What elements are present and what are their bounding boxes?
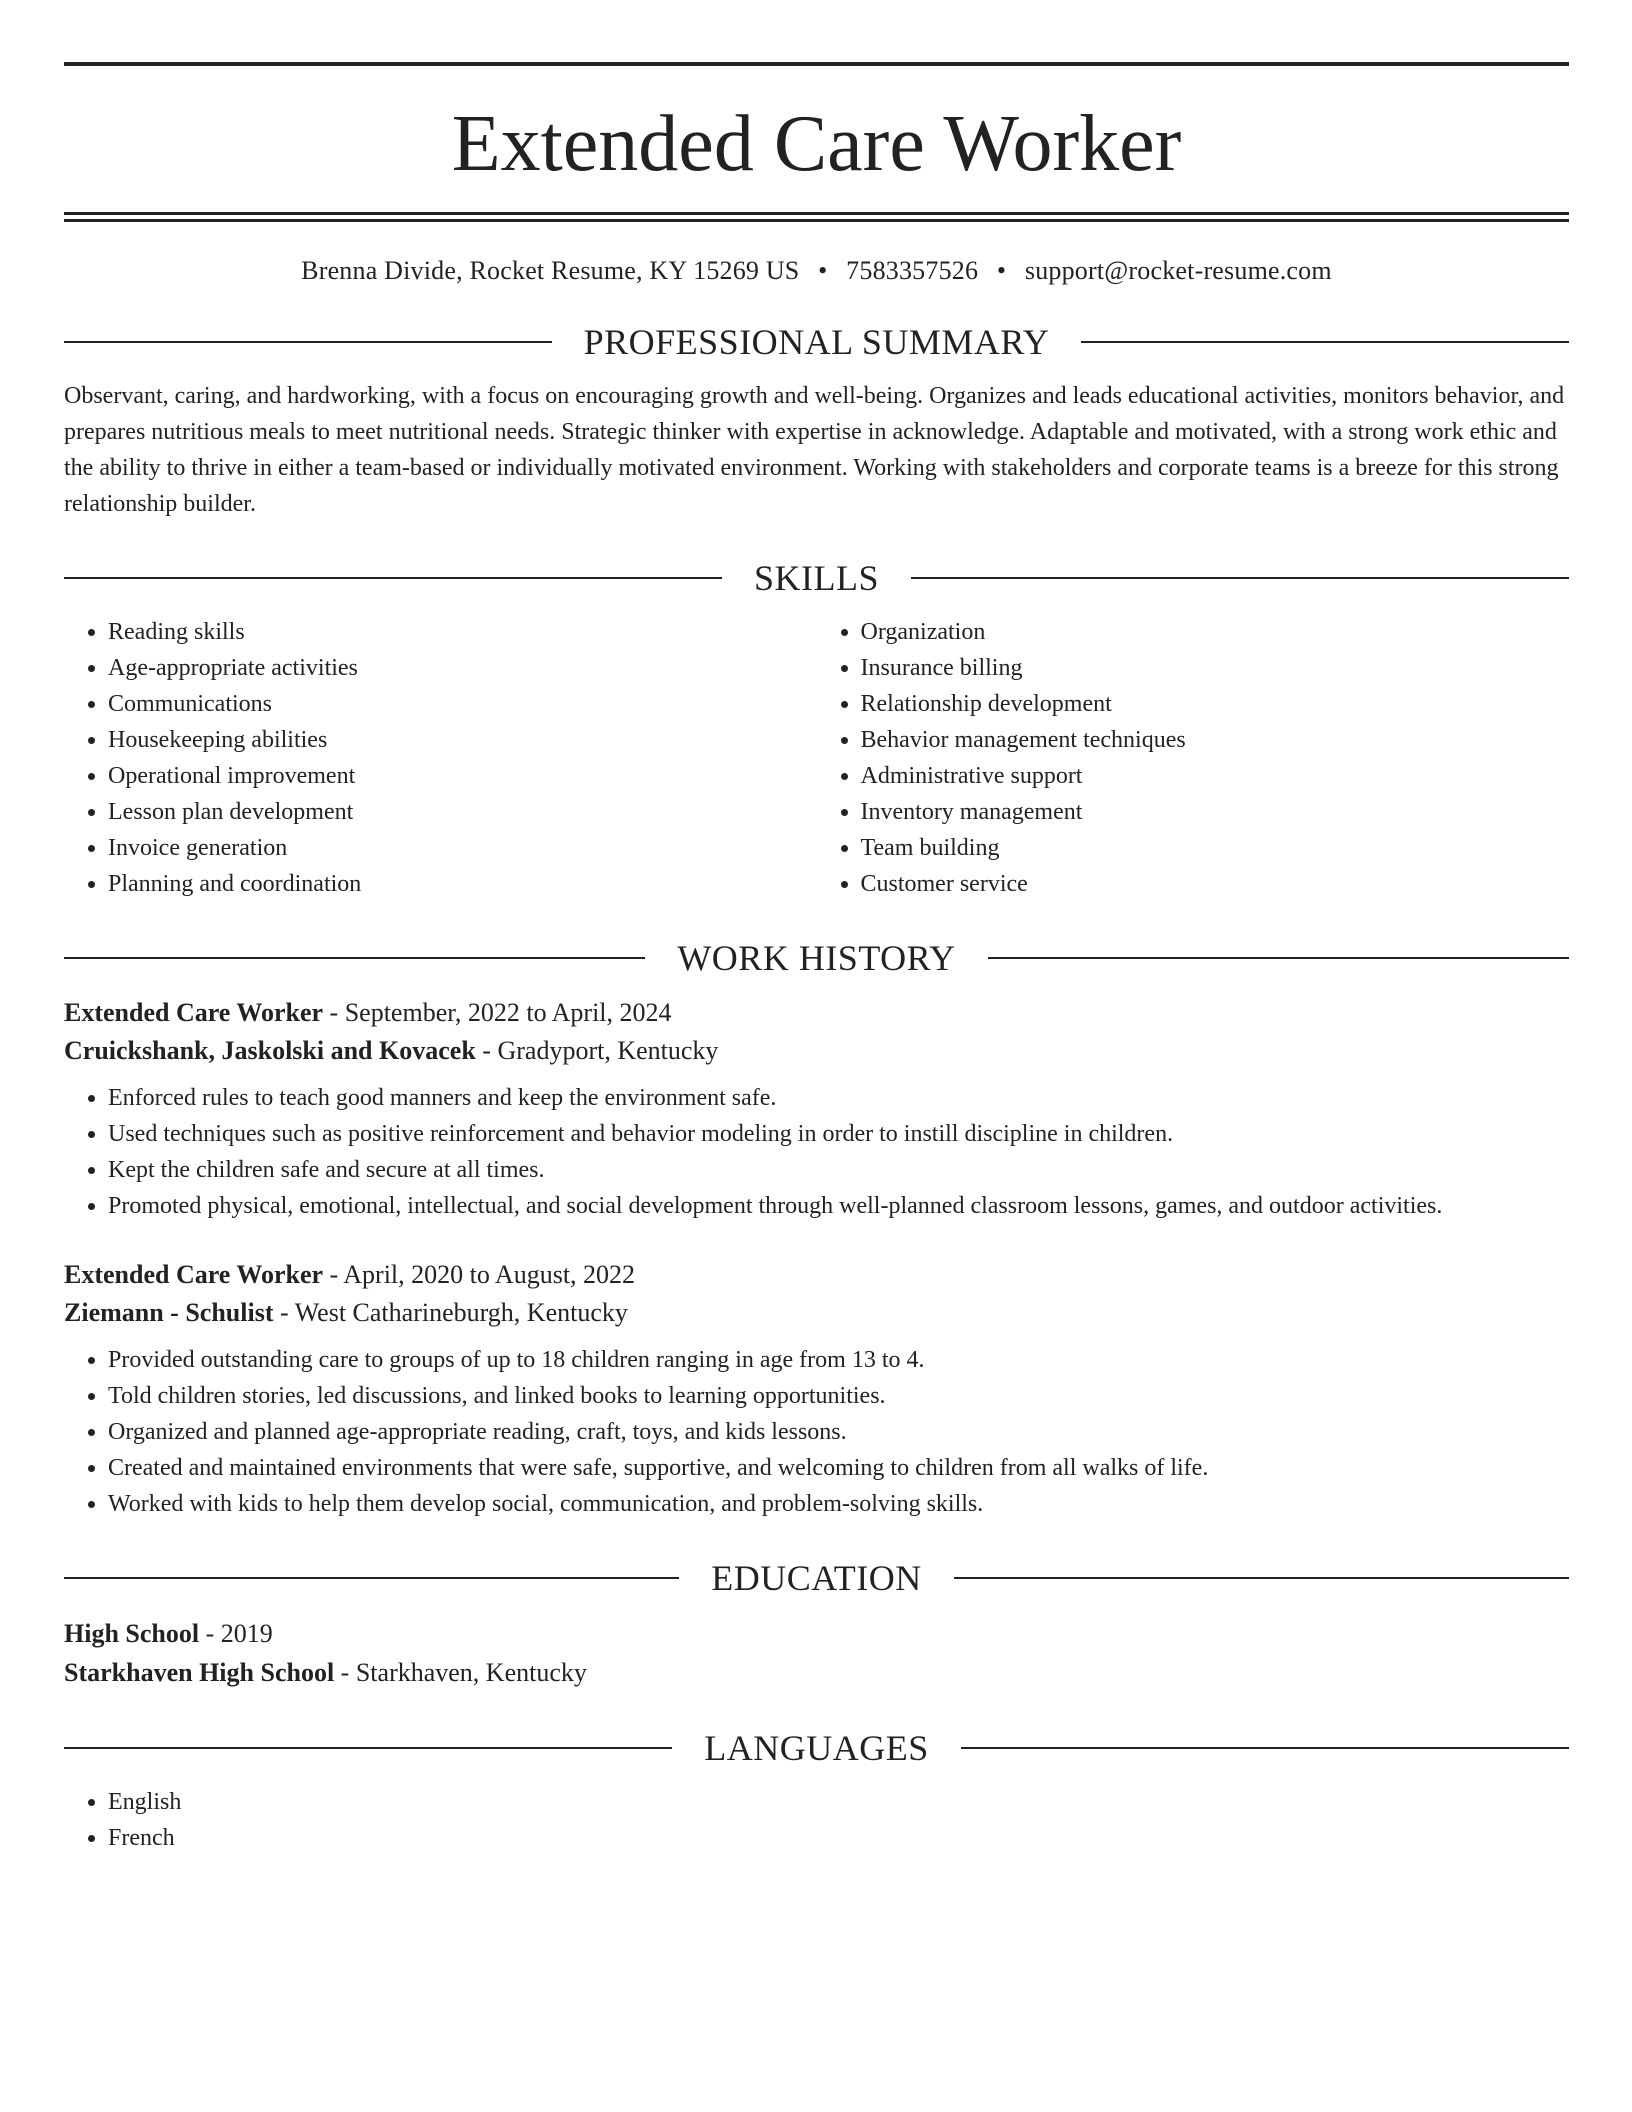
candidate-name: Extended Care Worker	[451, 100, 1182, 188]
skill-item: • Organization	[861, 614, 1570, 650]
skill-item: • Customer service	[861, 866, 1570, 902]
education-degree: High School	[64, 1619, 200, 1648]
education-heading: EDUCATION	[711, 1558, 922, 1598]
skills-list-right	[817, 614, 1570, 902]
job-dates: September, 2022 to April, 2024	[344, 998, 672, 1027]
job-bullet: • Kept the children safe and secure at all times.	[108, 1152, 1569, 1188]
heading-rule-right	[988, 957, 1569, 959]
education-section-heading	[64, 1560, 1569, 1596]
job-bullet: • Used techniques such as positive reinforcement and behavior modeling in order to instill discipline in children.	[108, 1116, 1569, 1152]
summary-heading: PROFESSIONAL SUMMARY	[583, 322, 1050, 362]
skill-item: • Age-appropriate activities	[108, 650, 817, 686]
heading-rule-right	[1081, 341, 1569, 343]
skill-item: • Team building	[861, 830, 1570, 866]
language-item: • French	[108, 1820, 1569, 1856]
job-bullets	[64, 1080, 1569, 1224]
skills-heading: SKILLS	[754, 558, 880, 598]
work-heading: WORK HISTORY	[677, 938, 956, 978]
job-bullet: • Enforced rules to teach good manners and keep the environment safe.	[108, 1080, 1569, 1116]
job-title-line: Extended Care Worker - September, 2022 to April, 2024	[64, 998, 672, 1027]
skill-item: • Behavior management techniques	[861, 722, 1570, 758]
skill-item: • Planning and coordination	[108, 866, 817, 902]
job-bullet: • Worked with kids to help them develop social, communication, and problem-solving skills.	[108, 1486, 1569, 1522]
job-title-line: Extended Care Worker - April, 2020 to August, 2022	[64, 1260, 636, 1289]
languages-list	[64, 1784, 1569, 1856]
language-item: • English	[108, 1784, 1569, 1820]
skill-item: • Operational improvement	[108, 758, 817, 794]
work-section-heading	[64, 940, 1569, 976]
summary-section-heading	[64, 324, 1569, 360]
skill-item: • Invoice generation	[108, 830, 817, 866]
contact-phone: 7583357526	[846, 256, 979, 285]
header-double-rule	[64, 212, 1569, 222]
skill-item: • Communications	[108, 686, 817, 722]
job-company-line: Cruickshank, Jaskolski and Kovacek - Gradyport, Kentucky	[64, 1036, 719, 1065]
skill-item: • Inventory management	[861, 794, 1570, 830]
heading-rule-left	[64, 341, 552, 343]
job-company: Ziemann - Schulist	[64, 1298, 274, 1327]
job-title: Extended Care Worker	[64, 998, 324, 1027]
summary-text: Observant, caring, and hardworking, with a focus on encouraging growth and well-being. Organizes and leads educational activities, monitors behavior, and prepares nutritious meals to meet nutritional needs. Strategic thinker with expertise in acknowledge. Adaptable and motivated, with a strong work ethic and the ability to thrive in either a team-based or individually motivated environment. Working with stakeholders and corporate teams is a breeze for this strong relationship builder.	[64, 383, 1565, 517]
education-location: Starkhaven, Kentucky	[355, 1658, 587, 1687]
contact-separator: •	[996, 256, 1007, 285]
skill-item: • Reading skills	[108, 614, 817, 650]
skill-item: • Insurance billing	[861, 650, 1570, 686]
heading-rule-right	[961, 1747, 1569, 1749]
job-bullet: • Told children stories, led discussions, and linked books to learning opportunities.	[108, 1378, 1569, 1414]
heading-rule-left	[64, 1747, 672, 1749]
job-bullets	[64, 1342, 1569, 1522]
contact-address: Brenna Divide, Rocket Resume, KY 15269 US	[301, 256, 800, 285]
job-entry	[64, 1256, 1569, 1522]
job-bullet: • Promoted physical, emotional, intellectual, and social development through well-planned classroom lessons, games, and outdoor activities.	[108, 1188, 1569, 1224]
job-bullet: • Organized and planned age-appropriate reading, craft, toys, and kids lessons.	[108, 1414, 1569, 1450]
header-top-rule	[64, 62, 1569, 66]
education-degree-line: High School - 2019	[64, 1619, 273, 1648]
contact-email: support@rocket-resume.com	[1024, 256, 1332, 285]
languages-section-heading	[64, 1730, 1569, 1766]
heading-rule-right	[911, 577, 1569, 579]
job-bullet: • Created and maintained environments that were safe, supportive, and welcoming to children from all walks of life.	[108, 1450, 1569, 1486]
education-school: Starkhaven High School	[64, 1658, 335, 1687]
skill-item: • Lesson plan development	[108, 794, 817, 830]
heading-rule-left	[64, 957, 645, 959]
education-school-line: Starkhaven High School - Starkhaven, Kentucky	[64, 1658, 587, 1687]
skill-item: • Relationship development	[861, 686, 1570, 722]
skills-columns	[64, 614, 1569, 902]
contact-separator: •	[818, 256, 828, 285]
job-location: West Catharineburgh, Kentucky	[294, 1298, 628, 1327]
job-company: Cruickshank, Jaskolski and Kovacek	[64, 1036, 476, 1065]
job-entry	[64, 994, 1569, 1224]
job-bullet: • Provided outstanding care to groups of up to 18 children ranging in age from 13 to 4.	[108, 1342, 1569, 1378]
job-company-line: Ziemann - Schulist - West Catharineburgh, Kentucky	[64, 1298, 628, 1327]
job-title: Extended Care Worker	[64, 1260, 324, 1289]
languages-heading: LANGUAGES	[704, 1728, 929, 1768]
skill-item: • Administrative support	[861, 758, 1570, 794]
heading-rule-right	[954, 1577, 1569, 1579]
contact-line	[64, 256, 1569, 286]
skills-list-left	[64, 614, 817, 902]
job-location: Gradyport, Kentucky	[497, 1036, 719, 1065]
heading-rule-left	[64, 577, 722, 579]
heading-rule-left	[64, 1577, 679, 1579]
skill-item: • Housekeeping abilities	[108, 722, 817, 758]
job-dates: April, 2020 to August, 2022	[343, 1260, 636, 1289]
skills-section-heading	[64, 560, 1569, 596]
education-year: 2019	[220, 1619, 273, 1648]
